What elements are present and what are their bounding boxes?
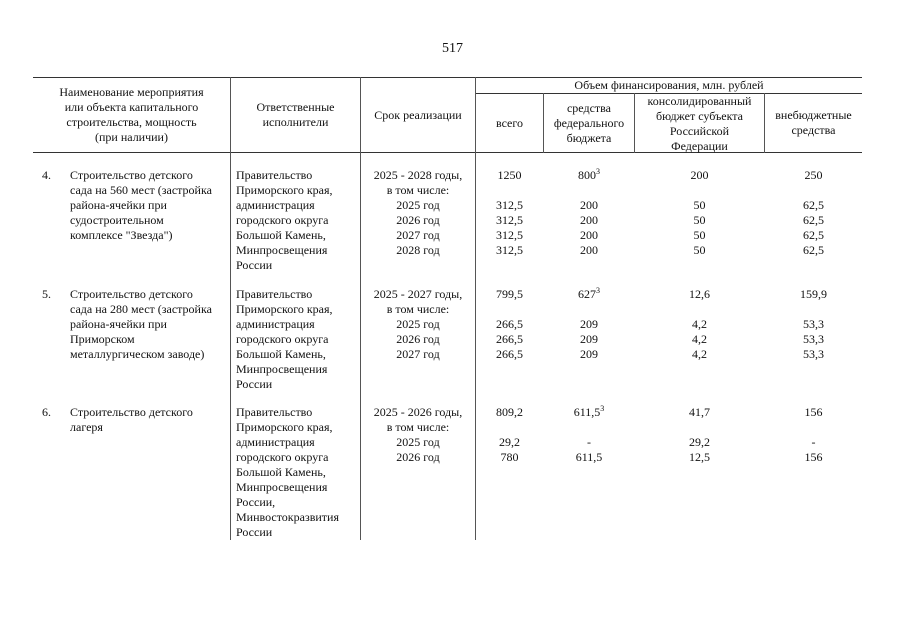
row-name: Строительство детского лагеря — [70, 405, 193, 434]
row-federal: $627^3$ 209 209 209 — [578, 286, 600, 361]
row-federal: $800^3$ 200 200 200 200 — [578, 167, 600, 257]
header-financing-group: Объем финансирования, млн. рублей — [574, 78, 764, 92]
column-separator — [230, 77, 231, 540]
row-total: 809,2 29,2 780 — [496, 405, 523, 464]
row-responsible: Правительство Приморского края, администрация городского округа Большой Камень, Минпросвещения России — [236, 168, 333, 272]
footnote-marker: 3 — [600, 404, 605, 413]
header-consolidated-column: консолидированный бюджет субъекта Российской Федерации — [647, 94, 752, 153]
header-federal-column: средства федерального бюджета — [553, 101, 625, 145]
row-consolidated: 41,7 29,2 12,5 — [689, 405, 710, 464]
row-number: 5. — [42, 287, 51, 301]
row-term: 2025 - 2026 годы, в том числе: 2025 год 2026 год — [373, 405, 463, 464]
page-number: 517 — [442, 41, 463, 56]
row-responsible: Правительство Приморского края, администрация городского округа Большой Камень, Минпросвещения России — [236, 287, 333, 391]
header-name-column: Наименование мероприятия или объекта капитального строительства, мощность (при наличии) — [59, 85, 204, 144]
row-responsible: Правительство Приморского края, администрация городского округа Большой Камень, Минпросвещения России, Минвостокразвития России — [236, 405, 339, 539]
row-name: Строительство детского сада на 560 мест (застройка района-ячейки при судостроительном комплексе "Звезда") — [70, 168, 212, 242]
header-extrabudget-column: внебюджетные средства — [775, 108, 852, 137]
row-consolidated: 200 50 50 50 50 — [690, 168, 709, 257]
row-federal: 611,5$^3$ - 611,5 — [573, 404, 605, 464]
row-consolidated: 12,6 4,2 4,2 4,2 — [689, 287, 710, 361]
row-term: 2025 - 2027 годы, в том числе: 2025 год 2026 год 2027 год — [373, 287, 463, 361]
row-extrabudget: 159,9 53,3 53,3 53,3 — [800, 287, 827, 361]
footnote-marker: 3 — [596, 167, 600, 176]
header-total-column: всего — [495, 116, 524, 130]
row-total: 799,5 266,5 266,5 266,5 — [496, 287, 523, 361]
row-extrabudget: 156 - 156 — [804, 405, 823, 464]
row-total: 1250 312,5 312,5 312,5 312,5 — [496, 168, 523, 257]
row-number: 6. — [42, 405, 51, 419]
header-responsible-column: Ответственные исполнители — [256, 100, 335, 129]
row-name: Строительство детского сада на 280 мест (застройка района-ячейки при Приморском металлургическом заводе) — [70, 287, 212, 361]
header-term-column: Срок реализации — [374, 108, 462, 122]
row-term: 2025 - 2028 годы, в том числе: 2025 год 2026 год 2027 год 2028 год — [373, 168, 463, 257]
row-extrabudget: 250 62,5 62,5 62,5 62,5 — [803, 168, 824, 257]
footnote-marker: 3 — [596, 286, 600, 295]
row-number: 4. — [42, 168, 51, 182]
